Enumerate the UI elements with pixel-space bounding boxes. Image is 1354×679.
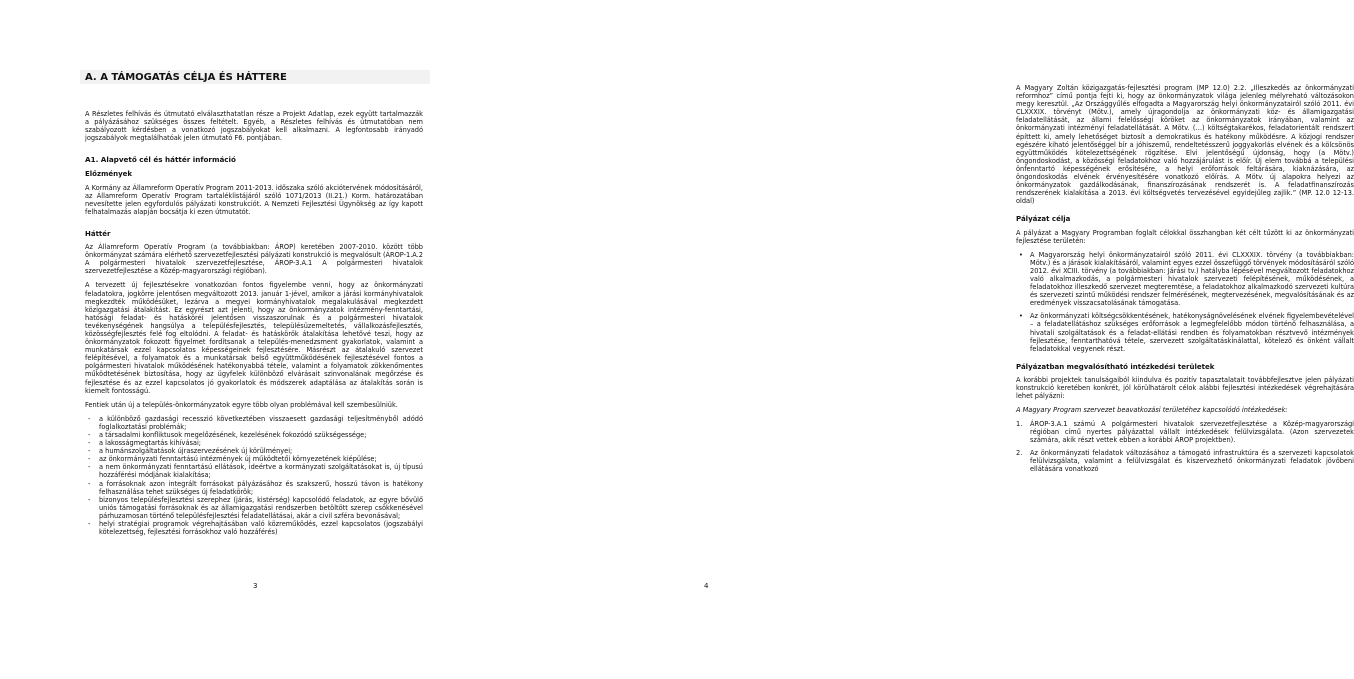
hatter-paragraph-2: A tervezett új fejlesztésekre vonatkozóan fontos figyelembe venni, hogy az önkormányzati feladatokra, jogkörre jelentősen megváltozott 2013. január 1-jével, amikor a járási kormányhivatalok megkezdték működésüket, lezárva a megyei kormányhivatalok megalakulásával megkezdett közigazgatási átalakítást. Ez egyrészt azt jelenti, hogy az önkormányzatok intézmény-fenntartási, hatósági feladat- és hatásköréi jelentősen visszaszorulnak és a polgármesteri hivatalok tevékenységének hangsúlya a településfejlesztés, településüzemeltetés, vállalkozásfejlesztés, közösségfejlesztés felé fog eltolódni. A feladat- és hatáskörök átalakítása lehetővé teszi, hogy az önkormányzatok fokozott figyelmet fordítsanak a település-menedzsment gyakorlatok, valamint a munkatársak ezzel kapcsolatos képességeinek fejlesztésére. Másrészt az átalakuló szervezet felépítésével, a folyamatok és a munkatársak belső együttműködésének fejlesztésével fontos a polgármesteri hivatalok működésének hatékonyabbá tétele, valamint a folyamatok zökkenőmentes működtetésének biztosítása, hogy az ügyfelek különböző elvárásait szinvonalának megőrzése és fejlesztése és az ezzel kapcsolatos jó gyakorlatok és módszerek adaptálása az átalakítás során is kiemelt fontosságú. (85, 281, 423, 395)
section-title: A. A TÁMOGATÁS CÉLJA ÉS HÁTTERE (85, 72, 287, 83)
list-item: - az önkormányzati fenntartású intézmények új működtetői környezetének kiépülése; (85, 455, 423, 463)
page-number: 4 (704, 582, 709, 590)
list-item: - a nem önkormányzati fenntartású ellátások, ideértve a kormányzati szolgáltatásokat is, új típusú hozzáférési módjának kialakítása; (85, 463, 423, 479)
intro-paragraph: A Részletes felhívás és útmutató elválaszthatatlan része a Projekt Adatlap, ezek együtt tartalmazzák a pályázásához szükséges összes feltételt. Egyéb, a Részletes felhívás és útmutatóban nem szabályozott kérdésben a vonatkozó jogszabályokat kell alkalmazni. A legfontosabb irányadó jogszabályok megtalálhatóak jelen útmutató F6. pontjában. (85, 110, 423, 143)
palyazat-heading: Pályázat célja (1016, 215, 1071, 224)
elozmenyek-paragraph: A Kormány az Államreform Operatív Program 2011-2013. időszaka szóló akciótervének módosításáról, az Államreform Operatív Program tartaléklistájáról szóló 1071/2013 (II.21.) Korm. határozatában nevesítette jelen egyfordulós pályázati konstrukciót. A Nemzeti Fejlesztési Ügynökség az így kapott felhatalmazás alapján bocsátja ki ezen útmutatót. (85, 183, 423, 216)
left-column (85, 110, 423, 536)
hatter-paragraph-3: Fentiek után új a település-önkormányzatok egyre több olyan problémával kell szembesülniük. (85, 400, 398, 409)
list-item (1016, 420, 1354, 444)
list-item: - a forrásoknak azon integrált forrásokat pályázásához és szakszerű, hosszú távon is hatékony felhasználása tehet szükséges új feladatkörök; (85, 480, 423, 496)
right-column (1016, 84, 1354, 473)
list-item: - a társadalmi konfliktusok megelőzésének, kezelésének fokozódó szükségessége; (85, 431, 423, 439)
list-item: - helyi stratégiai programok végrehajtásában való közreműködés, ezzel kapcsolatos (jogszabályi kötelezettség, fejlesztési forrásokhoz való hozzáférés) (85, 520, 423, 536)
list-text: ÁROP-3.A.1 számú A polgármesteri hivatalok szervezetfejlesztése a Közép-magyarországi régióban című nyertes pályázattal vállalt intézkedések felülvizsgálata. (Azon szervezetek számára, akik részt vettek ebben a korábbi ÁROP projektben). (1030, 420, 1354, 445)
list-item: • A Magyarország helyi önkormányzatairól szóló 2011. évi CLXXXIX. törvény (a továbbiakban: Mötv.) és a járások kialakításáról, valamint egyes ezzel összefüggő törvények módosításáról szóló 2012. évi XCIII. törvény (a továbbiakban: Járási tv.) hatályba lépésével megváltozott feladatokhoz való alkalmazkodás, a polgármesteri hivatalok szervezeti felépítésének, működésének, a feladatokhoz illeszkedő szervezet megteremtése, a feladatokhoz alkalmazkodó szervezeti kultúra és szervezeti szintű működési rendszer felmérésének, megtervezésének, megvalósításának és az eredmények visszacsatolásának támogatása. (1016, 251, 1354, 308)
right-page (480, 0, 1354, 679)
list-item: - a lakosságmegtartás kihívásai; (85, 439, 423, 447)
intezkedes-paragraph-1: A korábbi projektek tanulságaiból kiindulva és pozitív tapasztalatait továbbfejlesztve jelen pályázati konstrukció keretében konkrét, jól körülhatárolt célok alábbi fejlesztési intézkedések végrehajtására lehet pályázni: (1016, 375, 1354, 401)
problem-list (85, 415, 423, 536)
intezkedes-paragraph-2: A Magyary Program szervezet beavatkozási területéhez kapcsolódó intézkedések: (1016, 406, 1288, 415)
list-item: • Az önkormányzati költségcsökkentésének, hatékonyságnövelésének elvének figyelembevételével – a feladatellátáshoz szükséges erőforrások a legmegfelelőbb módon történő felhasználása, a hivatali szolgáltatások és a feladat-ellátási rendben és folyamatokban résztvevő intézmények fejlesztése, fenntarthatóvá tétele, szervezett szolgáltatáskínálattal, kötelező és önként vállalt feladatokkal vegyenek részt. (1016, 312, 1354, 352)
hatter-heading: Háttér (85, 229, 111, 238)
list-number: 2. (1016, 448, 1023, 457)
magyary-paragraph: A Magyary Zoltán közigazgatás-fejlesztési program (MP 12.0) 2.2. „Illeszkedés az önkormányzati reformhoz” című pontja fejti ki, hogy az önkormányzatok világa jelenleg mélyreható változásokon megy keresztül. „Az Országgyűlés elfogadta a Magyarország helyi önkormányzatairól szóló 2011. évi CLXXXIX. törvényt (Mötv.), amely újragondolja az önkormányzati köz- és államigazgatási feladatellátását, az állami felelősségi köröket az önkormányzatok irányában, valamint az önkormányzati intézményi feladatellátását. A Mötv. (…) költségtakarékos, feladatorientált rendszert építtett ki, amely lehetőséget biztosít a demokratikus és hatékony működésre. A közjogi rendszer egészére kiható jelentőséggel bír a jóhiszemű, rendeltetésszerű joggyakorlás elvének és a kölcsönös együttműködés kötelezettségének rögzítése. Elvi jelentőségű újdonság, hogy (a Mötv.) öngondoskodást, a közösségi feladatokhoz való hozzájárulást is előír. Új elem továbbá a települési önfenntartó képességének erősítésére, a helyi erőforrások feltárására, kiaknázására, az öngondoskodás elvének érvényesítésére vonatkozó előírás. A Mötv. új alapokra helyezi az önkormányzatok gazdálkodásának, finanszírozásának rendszerét is. A feladatfinanszírozás rendszerének kialakítása a 2013. évi költségvetés tervezésével egyidejűleg zajlik.” (MP. 12.0 12-13. oldal) (1016, 84, 1354, 206)
hatter-paragraph-1: Az Államreform Operatív Program (a továbbiakban: ÁROP) keretében 2007-2010. között több önkormányzat számára elérhető szervezetfejlesztési pályázati konstrukció is megvalósult (ÁROP-1.A.2 A polgármesteri hivatalok szervezetfejlesztése, ÁROP-3.A.1 A polgármesteri hivatalok szervezetfejlesztése a Közép-magyarországi régióban). (85, 243, 423, 276)
elozmenyek-heading: Előzmények (85, 170, 133, 179)
intezkedes-heading: Pályázatban megvalósítható intézkedési területek (1016, 362, 1215, 371)
left-page (0, 0, 480, 679)
list-item: - bizonyos településfejlesztési szerephez (járás, kistérség) kapcsolódó feladatok, az egyre bővülő uniós támogatási forrásoknak és az államigazgatási rendszerben betöltött szerep csökkenésével párhuzamosan történő településfejlesztési feladatellátásai, akár a civil szféra bevonásával; (85, 496, 423, 520)
measure-list (1016, 420, 1354, 473)
a1-heading: A1. Alapvető cél és háttér információ (85, 155, 236, 165)
list-text: Az önkormányzati feladatok változásához a támogató infrastruktúra és a szervezeti kapcsolatok felülvizsgálata, valamint a felülvizsgálat és kiszervezhető önkormányzati feladatok jövőbeni ellátására vonatkozó (1030, 448, 1354, 473)
list-item (1016, 449, 1354, 473)
list-item: - a különböző gazdasági recesszió következtében visszaesett gazdasági teljesítményből adódó foglalkoztatási problémák; (85, 415, 423, 431)
goal-list (1016, 251, 1354, 353)
page-number: 3 (253, 582, 258, 590)
list-item: - a humánszolgáltatások újraszervezésének új körülményei; (85, 447, 423, 455)
palyazat-intro: A pályázat a Magyary Programban foglalt célokkal összhangban két célt tűzött ki az önkormányzati fejlesztése területén: (1016, 228, 1354, 245)
list-number: 1. (1016, 420, 1023, 429)
